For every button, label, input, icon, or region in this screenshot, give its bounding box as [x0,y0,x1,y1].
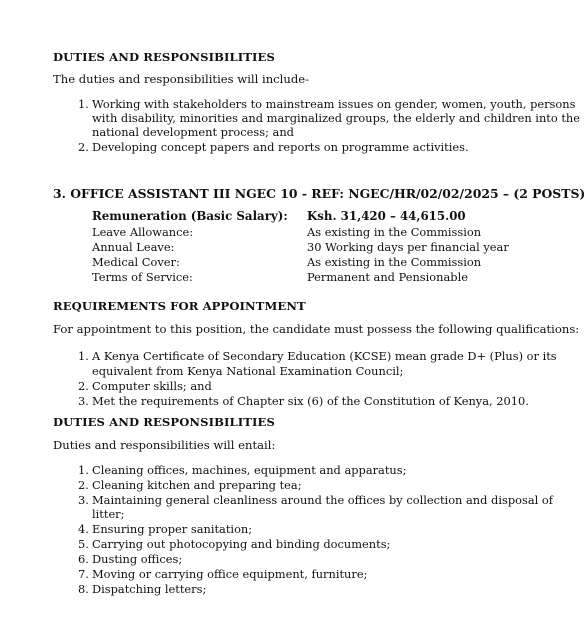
list-item-line: equivalent from Kenya National Examination Council; [92,364,404,378]
section-heading-requirements: REQUIREMENTS FOR APPOINTMENT [53,299,306,313]
list-item-line: Cleaning kitchen and preparing tea; [92,478,302,492]
list-item-line: with disability, minorities and marginalized groups, the elderly and children into the [92,111,580,125]
list-number: 6. [78,552,89,566]
list-number: 3. [78,394,89,408]
list-number: 2. [78,379,89,393]
list-item-line: A Kenya Certificate of Secondary Education (KCSE) mean grade D+ (Plus) or its [92,349,557,363]
list-item-line: Ensuring proper sanitation; [92,522,253,536]
section-heading-duties: DUTIES AND RESPONSIBILITIES [53,50,275,64]
remuneration-label: Terms of Service: [92,270,193,284]
list-number: 2. [78,478,89,492]
remuneration-value: As existing in the Commission [307,255,482,269]
list-number: 1. [78,97,89,111]
list-item-line: national development process; and [92,125,294,139]
list-item-line: Computer skills; and [92,379,212,393]
list-item-line: Dusting offices; [92,552,183,566]
list-item-line: Maintaining general cleanliness around the offices by collection and disposal of [92,493,553,507]
remuneration-label: Leave Allowance: [92,225,194,239]
section-intro: For appointment to this position, the candidate must possess the following qualifications: [53,322,580,336]
list-number: 3. [78,493,89,507]
remuneration-value: Ksh. 31,420 – 44,615.00 [307,209,466,223]
list-item-line: Carrying out photocopying and binding documents; [92,537,391,551]
list-item-line: Working with stakeholders to mainstream issues on gender, women, youth, persons [92,97,576,111]
section-heading-duties: DUTIES AND RESPONSIBILITIES [53,415,275,429]
list-item-line: Met the requirements of Chapter six (6) of the Constitution of Kenya, 2010. [92,394,529,408]
remuneration-label: Annual Leave: [92,240,175,254]
list-number: 1. [78,349,89,363]
list-number: 7. [78,567,89,581]
list-item-line: Moving or carrying office equipment, furniture; [92,567,368,581]
list-number: 2. [78,140,89,154]
remuneration-value: Permanent and Pensionable [307,270,468,284]
list-number: 4. [78,522,89,536]
list-item-line: Cleaning offices, machines, equipment and apparatus; [92,463,407,477]
list-number: 1. [78,463,89,477]
remuneration-label: Medical Cover: [92,255,180,269]
remuneration-value: 30 Working days per financial year [307,240,509,254]
post-title: 3. OFFICE ASSISTANT III NGEC 10 - REF: NGEC/HR/02/02/2025 – (2 POSTS) [53,186,585,201]
section-intro: The duties and responsibilities will include- [53,72,310,86]
list-item-line: Dispatching letters; [92,582,207,596]
list-item-line: Developing concept papers and reports on programme activities. [92,140,469,154]
list-number: 8. [78,582,89,596]
list-item-line: litter; [92,507,125,521]
remuneration-label: Remuneration (Basic Salary): [92,209,288,223]
remuneration-value: As existing in the Commission [307,225,482,239]
section-intro: Duties and responsibilities will entail: [53,438,276,452]
list-number: 5. [78,537,89,551]
